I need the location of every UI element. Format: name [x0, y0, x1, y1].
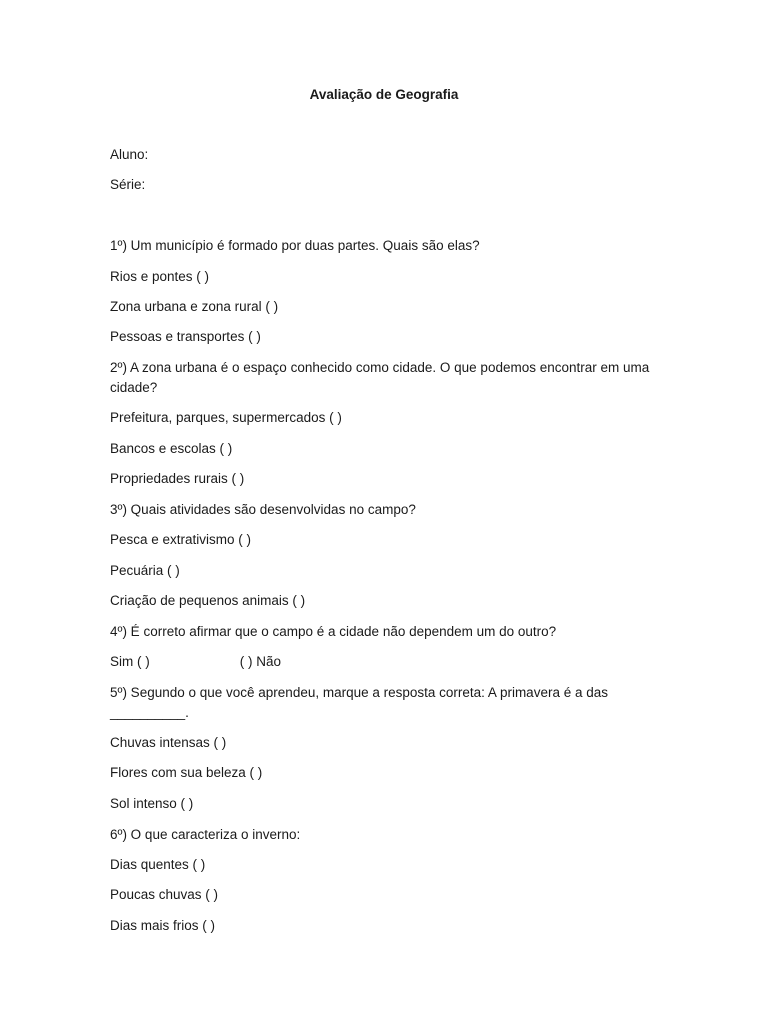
- question-3-option-1[interactable]: Pesca e extrativismo ( ): [110, 532, 252, 547]
- question-4-text: 4º) É correto afirmar que o campo é a cidade não dependem um do outro?: [110, 624, 557, 639]
- grade-label: Série:: [110, 177, 146, 192]
- question-3-option-3[interactable]: Criação de pequenos animais ( ): [110, 593, 306, 608]
- question-3-option-2[interactable]: Pecuária ( ): [110, 563, 180, 578]
- page-title: Avaliação de Geografia: [309, 87, 459, 102]
- question-4-option-2[interactable]: ( ) Não: [239, 654, 282, 669]
- question-6-option-3[interactable]: Dias mais frios ( ): [110, 918, 216, 933]
- question-5-option-1[interactable]: Chuvas intensas ( ): [110, 735, 227, 750]
- question-4-options-row: [110, 652, 670, 672]
- question-1-option-3[interactable]: Pessoas e transportes ( ): [110, 329, 261, 344]
- question-5-option-3[interactable]: Sol intenso ( ): [110, 796, 194, 811]
- question-1-option-1[interactable]: Rios e pontes ( ): [110, 269, 210, 284]
- question-2-option-3[interactable]: Propriedades rurais ( ): [110, 471, 245, 486]
- question-3-text: 3º) Quais atividades são desenvolvidas no campo?: [110, 502, 416, 517]
- question-2-option-2[interactable]: Bancos e escolas ( ): [110, 441, 233, 456]
- question-1-text: 1º) Um município é formado por duas partes. Quais são elas?: [110, 238, 480, 253]
- question-6-option-2[interactable]: Poucas chuvas ( ): [110, 887, 219, 902]
- student-name-label: Aluno:: [110, 147, 149, 162]
- question-5-option-2[interactable]: Flores com sua beleza ( ): [110, 765, 263, 780]
- question-4-option-1[interactable]: Sim ( ): [110, 654, 150, 669]
- question-2-text: 2º) A zona urbana é o espaço conhecido como cidade. O que podemos encontrar em uma cidade?: [110, 360, 650, 395]
- question-1-option-2[interactable]: Zona urbana e zona rural ( ): [110, 299, 279, 314]
- question-6-text: 6º) O que caracteriza o inverno:: [110, 827, 301, 842]
- question-6-option-1[interactable]: Dias quentes ( ): [110, 857, 206, 872]
- question-5-text: 5º) Segundo o que você aprendeu, marque a resposta correta: A primavera é a das __________.: [110, 685, 608, 720]
- question-2-option-1[interactable]: Prefeitura, parques, supermercados ( ): [110, 410, 342, 425]
